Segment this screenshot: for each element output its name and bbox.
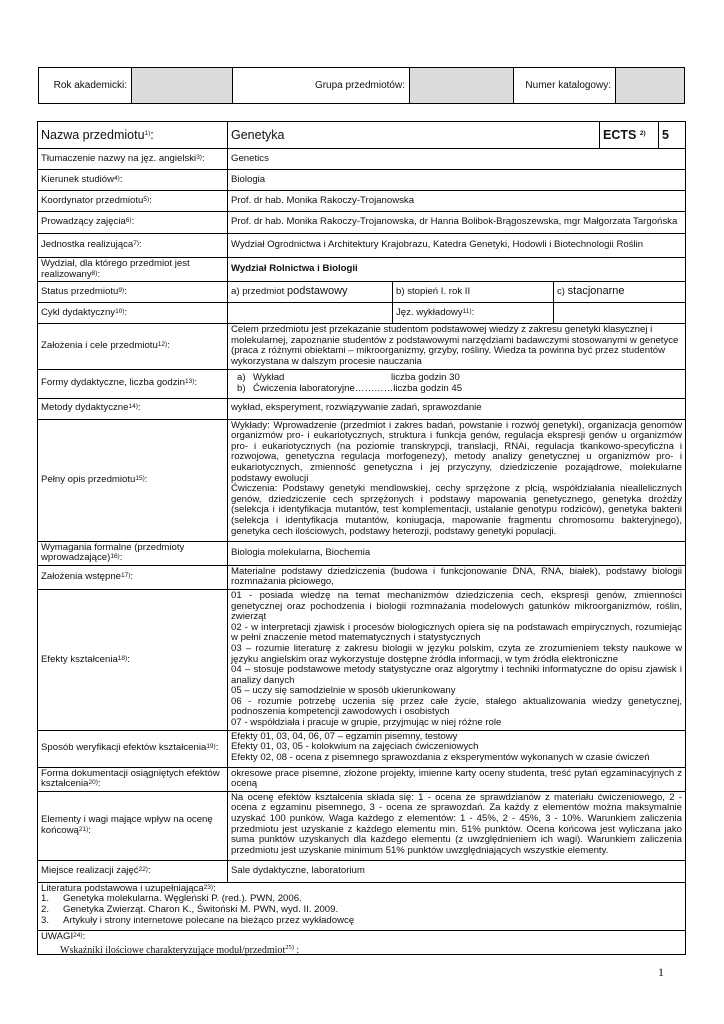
- row-tlumaczenie: [38, 149, 686, 170]
- koordynator-value: Prof. dr hab. Monika Rakoczy-Trojanowska: [228, 191, 686, 212]
- weryfikacja-label: Sposób weryfikacji efektów kształcenia$^{19)}$:: [38, 730, 228, 767]
- miejsce-label: Miejsce realizacji zajęć$^{22)}$:: [38, 860, 228, 882]
- numer-value-cell: [616, 68, 685, 104]
- row-cykl: [38, 303, 686, 324]
- efekt-item: 06 - rozumie potrzebę uczenia się przez całe życie, stałego aktualizowania wiedzy genetycznej, podnoszenia kompetencji zawodowych i osobistych: [231, 695, 682, 718]
- jednostka-label: Jednostka realizująca$^{7)}$:: [38, 234, 228, 258]
- syllabus-table: [37, 121, 686, 955]
- miejsce-value: Sale dydaktyczne, laboratorium: [228, 860, 686, 882]
- zalozenia-label: Założenia i cele przedmiotu$^{12)}$:: [38, 324, 228, 369]
- literatura-label: Literatura podstawowa i uzupełniająca$^{23)}$:: [41, 882, 216, 894]
- row-efekty: [38, 589, 686, 730]
- formy-item-a: a) Wykład liczba godzin 30: [237, 371, 460, 383]
- cykl-value: [228, 303, 393, 324]
- jez-value: [554, 303, 686, 324]
- wymagania-label: Wymagania formalne (przedmioty wprowadzające)$^{16)}$:: [38, 541, 228, 565]
- koordynator-label: Koordynator przedmiotu$^{5)}$:: [38, 191, 228, 212]
- efekt-item: 05 – uczy się samodzielnie w sposób ukierunkowany: [231, 685, 456, 697]
- cykl-label: Cykl dydaktyczny$^{10)}$:: [38, 303, 228, 324]
- kierunek-label: Kierunek studiów$^{4)}$:: [38, 170, 228, 191]
- wymagania-value: Biologia molekularna, Biochemia: [228, 541, 686, 565]
- prowadzacy-label: Prowadzący zajęcia$^{6)}$:: [38, 212, 228, 234]
- tlumaczenie-value: Genetics: [228, 149, 686, 170]
- row-koordynator: [38, 191, 686, 212]
- status-label: Status przedmiotu$^{9)}$:: [38, 282, 228, 303]
- grupa-value-cell: [410, 68, 514, 104]
- row-weryfikacja: [38, 730, 686, 767]
- rok-value-cell: [132, 68, 233, 104]
- elementy-label: Elementy i wagi mające wpływ na ocenę końcową$^{21)}$:: [38, 791, 228, 860]
- row-status: [38, 282, 686, 303]
- rok-label: Rok akademicki:: [39, 68, 132, 104]
- opis-label: Pełny opis przedmiotu$^{15)}$:: [38, 419, 228, 541]
- dokumentacja-label: Forma dokumentacji osiągniętych efektów kształcenia$^{20)}$:: [38, 767, 228, 791]
- efekt-item: 07 - współdziała i pracuje w grupie, przyjmując w niej różne role: [231, 717, 502, 729]
- status-a: a) przedmiot podstawowy: [228, 282, 393, 303]
- jez-label: Jęz. wykładowy$^{11)}$:: [393, 303, 554, 324]
- row-opis: [38, 419, 686, 541]
- weryfikacja-item: Efekty 01, 03, 05 - kolokwium na zajęciach ćwiczeniowych: [231, 741, 479, 753]
- row-metody: [38, 398, 686, 419]
- row-dokumentacja: [38, 767, 686, 791]
- opis-wyklady: Wykłady: Wprowadzenie (przedmiot i zakres badań, powstanie i rozwój genetyki), organizacja genomów organizmów pro- i eukariotycznych, struktura i funkcja genów, regulacja ekspresji genów u organizmów pro- i eukariotycznych (na poziomie transkrypcji, translacji, RNAi, regulacja tkankowo-specyficzna i rozwojowa, genetyczna regulacja morfogenezy), metody analizy genetycznej u organizmów pro- i eukariotycznych, zmienność genetyczna i jej przyczyny, dziedziczenie pozajądrowe, molekularne podstawy ewolucji: [231, 419, 682, 484]
- grupa-label: Grupa przedmiotów:: [233, 68, 410, 104]
- literatura-cell: [38, 882, 686, 930]
- efekty-value: [228, 589, 686, 730]
- opis-value: [228, 419, 686, 541]
- jednostka-value: Wydział Ogrodnictwa i Architektury Krajobrazu, Katedra Genetyki, Hodowli i Biotechnologii Roślin: [228, 234, 686, 258]
- weryfikacja-item: Efekty 01, 03, 04, 06, 07 – egzamin pisemny, testowy: [231, 730, 458, 742]
- row-kierunek: [38, 170, 686, 191]
- efekt-item: 03 – rozumie literaturę z zakresu biologii w języku polskim, czyta ze zrozumieniem teksty naukowe w języku angielskim oraz wykorzystuje dostępne źródła informacji, w tym źródła elektroniczne: [231, 642, 682, 665]
- efekty-label: Efekty kształcenia$^{18)}$:: [38, 589, 228, 730]
- footer-note: Wskaźniki ilościowe charakteryzujące moduł/przedmiot$^{25)}$ :: [60, 944, 300, 956]
- wydzial-label: Wydział, dla którego przedmiot jest realizowany$^{8)}$:: [38, 258, 228, 282]
- zalozenia-value: Celem przedmiotu jest przekazanie studentom podstawowej wiedzy z zakresu genetyki klasycznej i molekularnej, zapoznanie studentów z podstawowymi narzędziami badawczymi stosowanymi w genetyce (praca z różnymi obiektami – mikroorganizmy, grzyby, rośliny. Wiedza ta powinna być przez studentów wykorzystana w dalszym procesie nauczania: [228, 324, 686, 369]
- metody-value: wykład, eksperyment, rozwiązywanie zadań, sprawozdanie: [228, 398, 686, 419]
- opis-cwiczenia: Ćwiczenia: Podstawy genetyki mendlowskiej, cechy sprzężone z płcią, współdziałania nieallelicznych genów, dziedziczenie cech sprzężonych i podstawy mapowania genetycznego, genetyka drożdży (selekcja i identyfikacja mutantów, test komplementacji, ustalanie genotypu rodziców), genetyka bakterii (selekcja i identyfikacja mutantów, koniugacja, mapowanie fragmentu chromosomu bakteryjnego), genetyka cech ilościowych, podstawy heterozji, podstawy genetyki populacji.: [231, 483, 682, 537]
- ects-value: 5: [659, 122, 686, 149]
- wstepne-value: Materialne podstawy dziedziczenia (budowa i funkcjonowanie DNA, RNA, białek), podstawy biologii rozmnażania płciowego,: [228, 565, 686, 589]
- formy-label: Formy dydaktyczne, liczba godzin$^{13)}$:: [38, 369, 228, 398]
- row-miejsce: [38, 860, 686, 882]
- status-c: c) stacjonarne: [554, 282, 686, 303]
- efekt-item: 01 - posiada wiedzę na temat mechanizmów dziedziczenia cech, ekspresji genów, zmienności genetycznej oraz pochodzenia i biologii rozmnażania modelowych gatunków mikroorganizmów, roślin, zwierząt: [231, 589, 682, 623]
- formy-item-b: b) Ćwiczenia laboratoryjne…………liczba godzin 45: [237, 382, 463, 394]
- row-jednostka: [38, 234, 686, 258]
- literatura-item: 3. Artykuły i strony internetowe polecane na bieżąco przez wykładowcę: [41, 914, 355, 926]
- efekt-item: 04 – stosuje podstawowe metody statystyczne oraz algorytmy i techniki informatyczne do opisu zjawisk i analizy danych: [231, 664, 682, 686]
- literatura-item: 2. Genetyka Zwierząt. Charon K., Świtoński M. PWN, wyd. II. 2009.: [41, 904, 339, 916]
- row-elementy: [38, 791, 686, 860]
- numer-label: Numer katalogowy:: [514, 68, 616, 104]
- ects-label: ECTS $^{2)}$: [600, 122, 659, 149]
- tlumaczenie-label: Tłumaczenie nazwy na jęz. angielski$^{3)}$:: [38, 149, 228, 170]
- nazwa-label: Nazwa przedmiotu$^{1)}$:: [38, 122, 228, 149]
- header-table: [38, 67, 685, 104]
- metody-label: Metody dydaktyczne$^{14)}$:: [38, 398, 228, 419]
- page-number: 1: [658, 965, 664, 979]
- row-wydzial: [38, 258, 686, 282]
- efekt-item: 02 - w interpretacji zjawisk i procesów biologicznych opiera się na podstawach empirycznych, rozumiejąc w pełni znaczenie metod matematycznych i statystycznych: [231, 621, 682, 644]
- row-literatura: [38, 882, 686, 930]
- row-prowadzacy: [38, 212, 686, 234]
- weryfikacja-value: [228, 730, 686, 767]
- uwagi-cell: UWAGI$^{24)}$:: [38, 930, 686, 954]
- row-zalozenia: [38, 324, 686, 369]
- kierunek-value: Biologia: [228, 170, 686, 191]
- elementy-value: Na ocenę efektów kształcenia składa się: 1 - ocena ze sprawdzianów z materiału ćwiczeniowego, 2 - ocena z egzaminu pisemnego, 3 - ocena ze sprawozdań. Za każdy z elementów można maksymalnie uzyskać 100 punków. Waga każdego z elementów: 1 - 45%, 2 - 45%, 3 - 10%. Warunkiem zaliczenia przedmiotu jest uzyskanie z każdego elementu min. 51% punktów. Ocena końcowa jest wyliczana jako suma punktów uzyskanych dla każdego elementu (z uwzględnieniem ich wagi). Warunkiem zaliczenia przedmiotu jest uzyskanie minimum 51% punktów uwzględniających wszystkie elementy.: [228, 791, 686, 860]
- row-wstepne: [38, 565, 686, 589]
- literatura-item: 1. Genetyka molekularna. Węgleński P. (red.). PWN, 2006.: [41, 893, 302, 905]
- nazwa-value: Genetyka: [228, 122, 600, 149]
- formy-value: [228, 369, 686, 398]
- wstepne-label: Założenia wstępne$^{17)}$:: [38, 565, 228, 589]
- wydzial-value: Wydział Rolnictwa i Biologii: [228, 258, 686, 282]
- weryfikacja-item: Efekty 02, 08 - ocena z pisemnego sprawozdania z eksperymentów wykonanych w czasie ćwiczeń: [231, 751, 650, 763]
- row-nazwa: [38, 122, 686, 149]
- row-wymagania: [38, 541, 686, 565]
- prowadzacy-value: Prof. dr hab. Monika Rakoczy-Trojanowska, dr Hanna Bolibok-Brągoszewska, mgr Małgorzata Targońska: [228, 212, 686, 234]
- row-formy: [38, 369, 686, 398]
- status-b: b) stopień I. rok II: [393, 282, 554, 303]
- dokumentacja-value: okresowe prace pisemne, złożone projekty, imienne karty oceny studenta, treść pytań egzaminacyjnych z oceną: [228, 767, 686, 791]
